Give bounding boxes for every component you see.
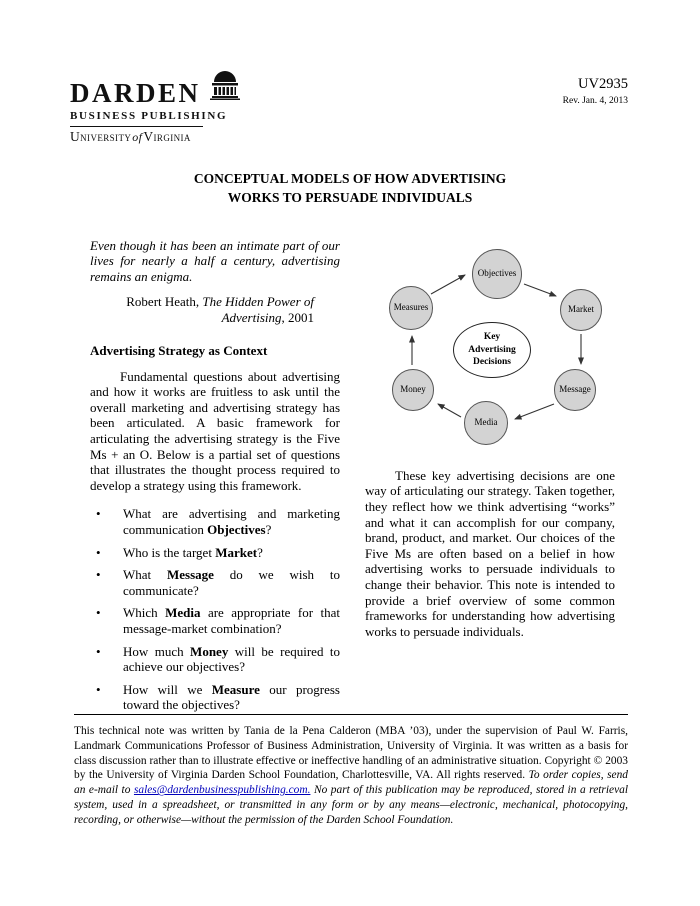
bullet-keyword: Money	[190, 643, 229, 659]
bullet-objectives	[90, 506, 340, 537]
strategy-paragraph: Fundamental questions about advertising and how it works are fruitless to ask until the overall marketing and advertising strategy has been articulated. A basic framework for articulating the advertising strategy is the Five Ms + an O. Below is a partial set of questions that illustrates the thought process required to develop a strategy using this framework.	[90, 368, 340, 493]
page-title	[0, 170, 700, 208]
diagram-node-media: Media	[464, 401, 508, 445]
section-heading: Advertising Strategy as Context	[90, 343, 268, 359]
five-ms-bullet-list	[90, 506, 340, 713]
darden-logo-text: DARDEN	[70, 77, 201, 108]
bullet-keyword: Market	[215, 544, 258, 560]
virginia-word: Virginia	[143, 129, 191, 144]
revision-date: Rev. Jan. 4, 2013	[562, 96, 628, 106]
bullet-text: ?	[257, 544, 263, 560]
diagram-node-money: Money	[392, 369, 434, 411]
attribution-author: Robert Heath,	[126, 293, 203, 309]
bullet-text: How much	[123, 643, 191, 659]
key-decisions-paragraph: These key advertising decisions are one way of articulating our strategy. Taken together, they reflect how we think advertising “works” and what it can accomplish for our company, brand, product, and market. Our choices of the Five Ms are often based on a belief in how advertising works to persuade individuals to change their behavior. This note is intended to provide a brief overview of some common frameworks for understanding how advertising works to persuade individuals.	[365, 467, 615, 639]
bullet-money	[90, 644, 340, 675]
epigraph-quote: Even though it has been an intimate part of our lives for nearly a half a century, advertising remains an enigma.	[90, 237, 340, 284]
title-line-1: CONCEPTUAL MODELS OF HOW ADVERTISING	[193, 171, 507, 186]
bullet-keyword: Measure	[211, 681, 260, 697]
bullet-keyword: Media	[165, 605, 201, 621]
document-number: UV2935	[578, 76, 628, 92]
bullet-text: our progress toward the objectives?	[123, 681, 340, 713]
bullet-text: What	[123, 567, 167, 583]
rotunda-icon	[208, 68, 242, 105]
bullet-market	[90, 545, 340, 561]
title-line-2: WORKS TO PERSUADE INDIVIDUALS	[227, 189, 473, 205]
diagram-node-objectives: Objectives	[472, 249, 522, 299]
right-column	[365, 238, 615, 720]
footer-divider	[74, 714, 628, 715]
university-word: University	[70, 129, 132, 144]
diagram-node-message: Message	[554, 369, 596, 411]
quote-attribution	[90, 294, 340, 327]
page-footer	[0, 714, 700, 828]
publisher-logo	[70, 68, 242, 145]
bullet-message	[90, 567, 340, 598]
attribution-year: , 2001	[281, 309, 314, 325]
bullet-keyword: Objectives	[207, 522, 266, 537]
body-columns	[0, 238, 700, 720]
university-of-virginia-label	[70, 129, 242, 145]
diagram-center-node: Key Advertising Decisions	[453, 322, 531, 378]
bullet-text: will be required to achieve our objectives?	[123, 643, 340, 675]
footer-roman-text: This technical note was written by Tania de la Pena Calderon (MBA ’03), under the supervision of Paul W. Farris, Landmark Communications Professor of Business Administration, University of Virginia. It was written as a basis for class discussion rather than to illustrate effective or ineffective handling of an administrative situation. Copyright © 2003 by the University of Virginia Darden School Foundation, Charlottesville, VA. All rights reserved.	[74, 725, 628, 782]
diagram-node-market: Market	[560, 289, 602, 331]
five-ms-cycle-diagram	[365, 240, 615, 456]
bullet-text: Who is the target	[123, 544, 216, 560]
bullet-keyword: Message	[166, 567, 214, 583]
business-publishing-label: BUSINESS PUBLISHING	[70, 110, 228, 122]
footer-italic-rest: No part of this publication may be reproduced, stored in a retrieval system, used in a spreadsheet, or transmitted in any form or by any means—electronic, mechanical, photocopying, recording, or otherwise—without the permission of the Darden School Foundation.	[74, 784, 628, 826]
bullet-text: are appropriate for that message-market combination?	[123, 605, 341, 636]
diagram-node-measures: Measures	[389, 286, 433, 330]
page-header	[0, 0, 700, 145]
bullet-text: do we wish to communicate?	[123, 567, 340, 598]
bullet-text: What are advertising and marketing communication	[123, 506, 340, 537]
bullet-text: How will we	[123, 681, 212, 697]
document-number-block	[563, 68, 628, 106]
attribution-work-title: The Hidden Power of Advertising	[202, 293, 314, 325]
copyright-notice	[74, 724, 628, 828]
left-column	[90, 238, 340, 720]
footer-italic-lead: To order copies, send an e-mail to	[74, 769, 628, 797]
bullet-text: ?	[265, 522, 272, 537]
bullet-media	[90, 605, 340, 636]
of-word: of	[132, 130, 143, 144]
sales-email-link[interactable]: sales@dardenbusinesspublishing.com.	[133, 784, 311, 797]
bullet-text: Which	[123, 605, 166, 621]
logo-divider	[70, 126, 203, 127]
bullet-measure	[90, 682, 340, 713]
